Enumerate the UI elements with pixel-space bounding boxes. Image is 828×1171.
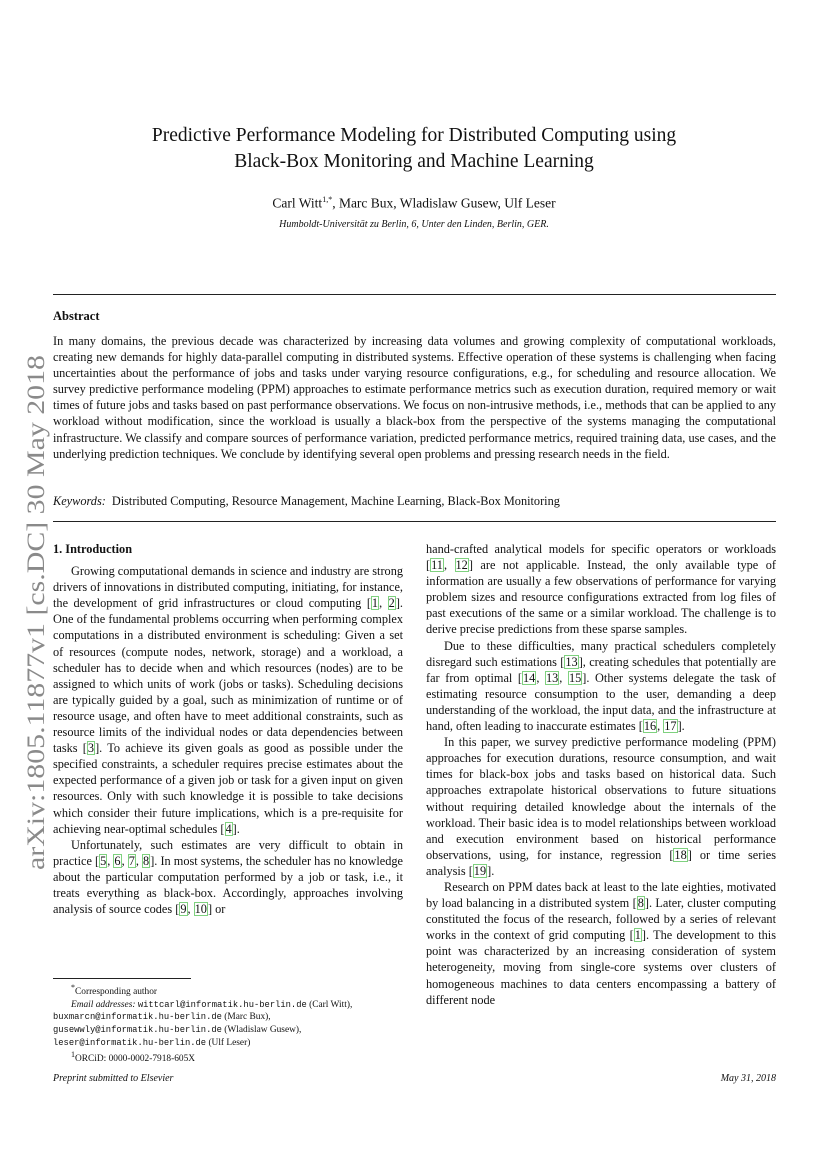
- section-heading: 1. Introduction: [53, 542, 133, 556]
- citation-link[interactable]: 2: [388, 596, 395, 611]
- email-label: Email addresses:: [71, 999, 136, 1010]
- citation-link[interactable]: 8: [143, 853, 150, 868]
- title-line-1: Predictive Performance Modeling for Distributed Computing using: [151, 125, 677, 146]
- citation-link[interactable]: 17: [664, 719, 677, 734]
- paragraph: Growing computational demands in science and industry are strong drivers of innovations in distributed computing, initiating, for instance, the development of grid infrastructures or cloud computing [1, 2]. One of the fundamental problems occurring when performing complex computations in a distributed environment is scheduling: Given a set of resources (compute nodes, network, storage) and a workload, a scheduler has to decide when and which resources (nodes) are to be assigned to which units of work (jobs or tasks). Scheduling decisions are typically guided by a goal, such as minimization of runtime or of resource usage, and often have to meet additional constraints, such as resource limits of the individual nodes or data dependencies between tasks [3]. To achieve its given goals as good as possible under the specified constraints, a scheduler requires precise estimates about the expected performance of a given job or task for a given input on given resources. Only with such knowledge it is possible to take decisions which consider their future implications, which is a pre-requisite for achieving near-optimal schedules [4].: [53, 564, 403, 836]
- citation-link[interactable]: 18: [674, 847, 687, 862]
- top-divider: [53, 294, 776, 295]
- keywords-text: Distributed Computing, Resource Management, Machine Learning, Black-Box Monitoring: [111, 494, 560, 508]
- citation-link[interactable]: 13: [545, 670, 559, 685]
- abstract-divider: [53, 521, 776, 522]
- footnotes: [53, 982, 403, 1066]
- left-column: [53, 541, 403, 917]
- author-first-marker: 1,*: [322, 195, 333, 204]
- arxiv-stamp-graphic: [8, 350, 54, 870]
- citation-link[interactable]: 7: [128, 853, 135, 868]
- paper-title: [60, 123, 768, 175]
- author-rest: , Marc Bux, Wladislaw Gusew, Ulf Leser: [332, 195, 556, 211]
- arxiv-stamp: [8, 350, 54, 870]
- citation-link[interactable]: 15: [568, 670, 582, 685]
- abstract-text: In many domains, the previous decade was characterized by increasing data volumes and growing complexity of computational workloads, creating new demands for highly data-parallel computing in distributed systems. Effective operation of these systems is challenging when facing uncertainties about the performance of jobs and tasks under varying resource configurations, e.g., for scheduling and resource allocation. We survey predictive performance modeling (PPM) approaches to estimate performance metrics such as execution duration, required memory or wait times of future jobs and tasks based on past performance observations. We focus on non-intrusive methods, i.e., methods that can be applied to any workload without modification, since the workload is usually a black-box from the perspective of the systems managing the computational infrastructure. We classify and compare sources of performance variation, predicted performance metrics, required training data, use cases, and the underlying prediction techniques. We conclude by identifying several open problems and pressing research needs in the field.: [53, 334, 776, 461]
- citation-link[interactable]: 12: [455, 558, 468, 573]
- arxiv-stamp-text: arXiv:1805.11877v1 [cs.DC] 30 May 2018: [23, 439, 50, 870]
- paragraph: Due to these difficulties, many practical schedulers completely disregard such estimations [13], creating schedules that potentially are far from optimal [14, 13, 15]. Other systems delegate the task of estimating resource consumption to the user, demanding a deep understanding of the workload, the input data, and the infrastructure at hand, often leading to inaccurate estimates [16, 17].: [426, 638, 776, 734]
- email-link[interactable]: buxmarcn@informatik.hu-berlin.de: [53, 1012, 222, 1023]
- paragraph: hand-crafted analytical models for specific operators or workloads [11, 12] are not applicable. Instead, the only available type of information are usually a few observations of performance for varying problem sizes and resource configurations extracted from log files of past executions of the same or a similar workload. The challenge is to derive precise predictions from these sparse samples.: [426, 542, 776, 637]
- affiliation: Humboldt-Universität zu Berlin, 6, Unter den Linden, Berlin, GER.: [279, 219, 549, 230]
- paragraph: Research on PPM dates back at least to the late eighties, motivated by load balancing in a distributed system [8]. Later, cluster computing constituted the focus of the research, followed by a series of relevant works in the context of grid computing [1]. The development to this point was characterized by an increasing consideration of system heterogeneity, moving from single-core systems over clusters of homogeneous machines to data centers encompassing a battery of different node: [426, 879, 776, 1007]
- footnote-divider: [53, 978, 191, 979]
- citation-link[interactable]: 8: [637, 896, 644, 911]
- author-list: [60, 195, 768, 212]
- citation-link[interactable]: 16: [643, 719, 657, 734]
- email-link[interactable]: gusewwly@informatik.hu-berlin.de: [53, 1024, 222, 1035]
- right-column: [426, 541, 776, 1008]
- citation-link[interactable]: 1: [634, 928, 641, 943]
- footer-left: Preprint submitted to Elsevier: [53, 1073, 174, 1084]
- footnote-emails: Email addresses: wittcarl@informatik.hu-berlin.de (Carl Witt), buxmarcn@informatik.hu-berlin.de (Marc Bux), gusewwly@informatik.hu-berlin.de (Wladislaw Gusew), leser@informatik.hu-berlin.de (Ulf Leser): [53, 999, 353, 1048]
- footer-date: May 31, 2018: [720, 1073, 776, 1084]
- citation-link[interactable]: 9: [180, 902, 187, 917]
- citation-link[interactable]: 14: [523, 670, 536, 685]
- citation-link[interactable]: 11: [431, 558, 443, 573]
- citation-link[interactable]: 6: [114, 853, 121, 868]
- keywords-line: [53, 494, 560, 509]
- citation-link[interactable]: 1: [371, 596, 379, 611]
- title-line-2: Black-Box Monitoring and Machine Learning: [234, 151, 594, 172]
- footnote-orcid: $^1$ORCiD: 0000-0002-7918-605X: [71, 1050, 196, 1065]
- paragraph: In this paper, we survey predictive performance modeling (PPM) approaches for execution durations, resource consumption, and wait times for black-box jobs and tasks based on historical data. Such approaches extrapolate historical observations to future situations without requiring detailed knowledge about the internals of the workload. Their basic idea is to model relationships between workload and execution environment based on historical performance observations, using, for instance, regression [18] or time series analysis [19].: [426, 735, 776, 878]
- email-link[interactable]: leser@informatik.hu-berlin.de: [53, 1037, 207, 1048]
- citation-link[interactable]: 10: [194, 902, 207, 917]
- paragraph: Unfortunately, such estimates are very difficult to obtain in practice [5, 6, 7, 8]. In most systems, the scheduler has no knowledge about the particular computation performed by a job or task, i.e., it treats everything as black-box. Accordingly, approaches involving analysis of source codes [9, 10] or: [53, 837, 403, 917]
- citation-link[interactable]: 19: [473, 863, 487, 878]
- email-link[interactable]: wittcarl@informatik.hu-berlin.de: [137, 999, 307, 1010]
- citation-link[interactable]: 13: [565, 654, 578, 669]
- abstract-heading: Abstract: [53, 309, 100, 323]
- footnote-corresponding: *Corresponding author: [71, 983, 158, 998]
- citation-link[interactable]: 4: [225, 821, 232, 836]
- citation-link[interactable]: 3: [87, 741, 95, 756]
- keywords-label: Keywords:: [53, 494, 106, 508]
- author-first: Carl Witt: [272, 195, 323, 211]
- citation-link[interactable]: 5: [100, 853, 107, 868]
